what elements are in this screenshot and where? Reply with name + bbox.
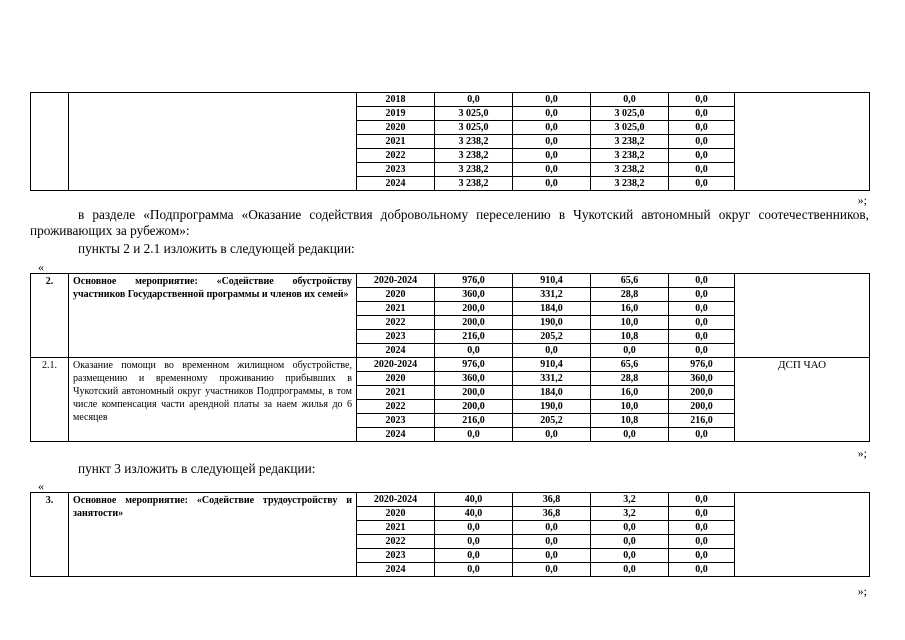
amount-cell: 0,0 [669, 563, 735, 577]
budget-table-items-2 [30, 273, 870, 442]
amount-cell: 10,8 [591, 330, 669, 344]
year-cell: 2020 [357, 288, 435, 302]
amount-cell: 0,0 [669, 288, 735, 302]
amount-cell: 3 238,2 [591, 135, 669, 149]
year-cell: 2024 [357, 428, 435, 442]
amount-cell: 3 025,0 [591, 121, 669, 135]
amount-cell: 0,0 [435, 344, 513, 358]
amount-cell: 200,0 [669, 386, 735, 400]
amount-cell: 3 025,0 [435, 121, 513, 135]
amount-cell: 200,0 [435, 302, 513, 316]
amount-cell: 0,0 [513, 177, 591, 191]
year-cell: 2019 [357, 107, 435, 121]
amount-cell: 360,0 [435, 288, 513, 302]
amount-cell: 0,0 [513, 107, 591, 121]
amount-cell: 216,0 [435, 414, 513, 428]
amount-cell: 3 238,2 [435, 177, 513, 191]
item-description: Оказание помощи во временном жилищном обустройстве, размещению и временному проживанию прибывших в Чукотский автономный округ участников Подпрограммы, в том числе компенсация части арендной платы за наем жилья до 6 месяцев [69, 358, 357, 442]
amount-cell: 0,0 [591, 535, 669, 549]
table-row [31, 93, 870, 107]
amount-cell: 65,6 [591, 358, 669, 372]
amount-cell: 3 238,2 [435, 163, 513, 177]
year-cell: 2020-2024 [357, 274, 435, 288]
amount-cell: 10,8 [591, 414, 669, 428]
amount-cell: 184,0 [513, 302, 591, 316]
amount-cell: 0,0 [591, 521, 669, 535]
year-cell: 2021 [357, 135, 435, 149]
amount-cell: 3,2 [591, 507, 669, 521]
amount-cell: 0,0 [669, 302, 735, 316]
amount-cell: 28,8 [591, 372, 669, 386]
year-cell: 2023 [357, 330, 435, 344]
year-cell: 2022 [357, 535, 435, 549]
amount-cell: 0,0 [591, 549, 669, 563]
amount-cell: 0,0 [669, 121, 735, 135]
year-cell: 2021 [357, 386, 435, 400]
year-cell: 2021 [357, 521, 435, 535]
year-cell: 2024 [357, 563, 435, 577]
table-row [31, 274, 870, 288]
amount-cell: 3 238,2 [591, 149, 669, 163]
amount-cell: 0,0 [513, 121, 591, 135]
year-cell: 2018 [357, 93, 435, 107]
amount-cell: 910,4 [513, 358, 591, 372]
amount-cell: 3 025,0 [435, 107, 513, 121]
executor-cell: ДСП ЧАО [735, 358, 870, 442]
amount-cell: 0,0 [669, 149, 735, 163]
amount-cell: 0,0 [669, 330, 735, 344]
item-index [31, 93, 69, 191]
amount-cell: 360,0 [435, 372, 513, 386]
amount-cell: 190,0 [513, 316, 591, 330]
amount-cell: 0,0 [669, 107, 735, 121]
amount-cell: 0,0 [513, 163, 591, 177]
executor-cell [735, 93, 870, 191]
amount-cell: 184,0 [513, 386, 591, 400]
table-row [31, 493, 870, 507]
amount-cell: 3 025,0 [591, 107, 669, 121]
amount-cell: 16,0 [591, 302, 669, 316]
amount-cell: 200,0 [669, 400, 735, 414]
amount-cell: 0,0 [669, 507, 735, 521]
year-cell: 2020-2024 [357, 493, 435, 507]
year-cell: 2020 [357, 121, 435, 135]
amount-cell: 0,0 [513, 344, 591, 358]
amount-cell: 3 238,2 [435, 149, 513, 163]
amount-cell: 0,0 [591, 428, 669, 442]
amount-cell: 16,0 [591, 386, 669, 400]
item-index: 2. [31, 274, 69, 358]
amount-cell: 360,0 [669, 372, 735, 386]
amount-cell: 976,0 [435, 274, 513, 288]
section-paragraph [30, 207, 869, 239]
item-description: Основное мероприятие: «Содействие обустройству участников Государственной программы и членов их семей» [69, 274, 357, 358]
amount-cell: 200,0 [435, 400, 513, 414]
year-cell: 2023 [357, 414, 435, 428]
amount-cell: 0,0 [669, 493, 735, 507]
amount-cell: 0,0 [513, 521, 591, 535]
year-cell: 2024 [357, 344, 435, 358]
amount-cell: 0,0 [591, 93, 669, 107]
amount-cell: 0,0 [513, 549, 591, 563]
item-3-instruction: пункт 3 изложить в следующей редакции: [78, 461, 316, 476]
amount-cell: 0,0 [669, 428, 735, 442]
amount-cell: 0,0 [435, 428, 513, 442]
amount-cell: 28,8 [591, 288, 669, 302]
amount-cell: 216,0 [435, 330, 513, 344]
section-paragraph-text: в разделе «Подпрограмма «Оказание содействия добровольному переселению в Чукотский автономный округ соотечественников, проживающих за рубежом»: [30, 207, 869, 238]
amount-cell: 0,0 [669, 344, 735, 358]
closing-quote-2: »; [857, 446, 867, 460]
opening-quote-1: « [38, 260, 44, 274]
amount-cell: 0,0 [513, 135, 591, 149]
amount-cell: 0,0 [669, 93, 735, 107]
amount-cell: 0,0 [513, 563, 591, 577]
amount-cell: 3 238,2 [591, 163, 669, 177]
amount-cell: 205,2 [513, 330, 591, 344]
budget-table-continuation [30, 92, 870, 191]
year-cell: 2020-2024 [357, 358, 435, 372]
amount-cell: 3 238,2 [435, 135, 513, 149]
closing-quote-3: »; [857, 584, 867, 598]
item-description [69, 93, 357, 191]
amount-cell: 0,0 [669, 549, 735, 563]
amount-cell: 0,0 [513, 535, 591, 549]
amount-cell: 0,0 [669, 316, 735, 330]
amount-cell: 216,0 [669, 414, 735, 428]
amount-cell: 0,0 [669, 521, 735, 535]
budget-table-item-3 [30, 492, 870, 577]
year-cell: 2020 [357, 507, 435, 521]
amount-cell: 10,0 [591, 316, 669, 330]
amount-cell: 910,4 [513, 274, 591, 288]
amount-cell: 331,2 [513, 288, 591, 302]
year-cell: 2023 [357, 549, 435, 563]
amount-cell: 0,0 [669, 163, 735, 177]
year-cell: 2022 [357, 316, 435, 330]
year-cell: 2020 [357, 372, 435, 386]
closing-quote-1: »; [857, 193, 867, 207]
amount-cell: 200,0 [435, 316, 513, 330]
amount-cell: 0,0 [435, 93, 513, 107]
amount-cell: 0,0 [669, 535, 735, 549]
year-cell: 2022 [357, 400, 435, 414]
amount-cell: 3,2 [591, 493, 669, 507]
amount-cell: 0,0 [435, 521, 513, 535]
amount-cell: 190,0 [513, 400, 591, 414]
amount-cell: 200,0 [435, 386, 513, 400]
amount-cell: 0,0 [669, 177, 735, 191]
amount-cell: 10,0 [591, 400, 669, 414]
amount-cell: 0,0 [435, 563, 513, 577]
amount-cell: 36,8 [513, 493, 591, 507]
amount-cell: 65,6 [591, 274, 669, 288]
amount-cell: 40,0 [435, 493, 513, 507]
amount-cell: 40,0 [435, 507, 513, 521]
item-index: 3. [31, 493, 69, 577]
amount-cell: 0,0 [591, 563, 669, 577]
executor-cell [735, 493, 870, 577]
amount-cell: 205,2 [513, 414, 591, 428]
item-description: Основное мероприятие: «Содействие трудоустройству и занятости» [69, 493, 357, 577]
year-cell: 2023 [357, 163, 435, 177]
year-cell: 2021 [357, 302, 435, 316]
amount-cell: 0,0 [435, 549, 513, 563]
amount-cell: 0,0 [513, 149, 591, 163]
year-cell: 2022 [357, 149, 435, 163]
amount-cell: 3 238,2 [591, 177, 669, 191]
amount-cell: 0,0 [669, 135, 735, 149]
amount-cell: 0,0 [591, 344, 669, 358]
executor-cell [735, 274, 870, 358]
amount-cell: 0,0 [669, 274, 735, 288]
amount-cell: 0,0 [435, 535, 513, 549]
item-index: 2.1. [31, 358, 69, 442]
amount-cell: 976,0 [669, 358, 735, 372]
table-row [31, 358, 870, 372]
amount-cell: 36,8 [513, 507, 591, 521]
amount-cell: 331,2 [513, 372, 591, 386]
amount-cell: 0,0 [513, 428, 591, 442]
items-2-instruction: пункты 2 и 2.1 изложить в следующей редакции: [78, 241, 355, 256]
amount-cell: 976,0 [435, 358, 513, 372]
opening-quote-2: « [38, 479, 44, 493]
year-cell: 2024 [357, 177, 435, 191]
amount-cell: 0,0 [513, 93, 591, 107]
